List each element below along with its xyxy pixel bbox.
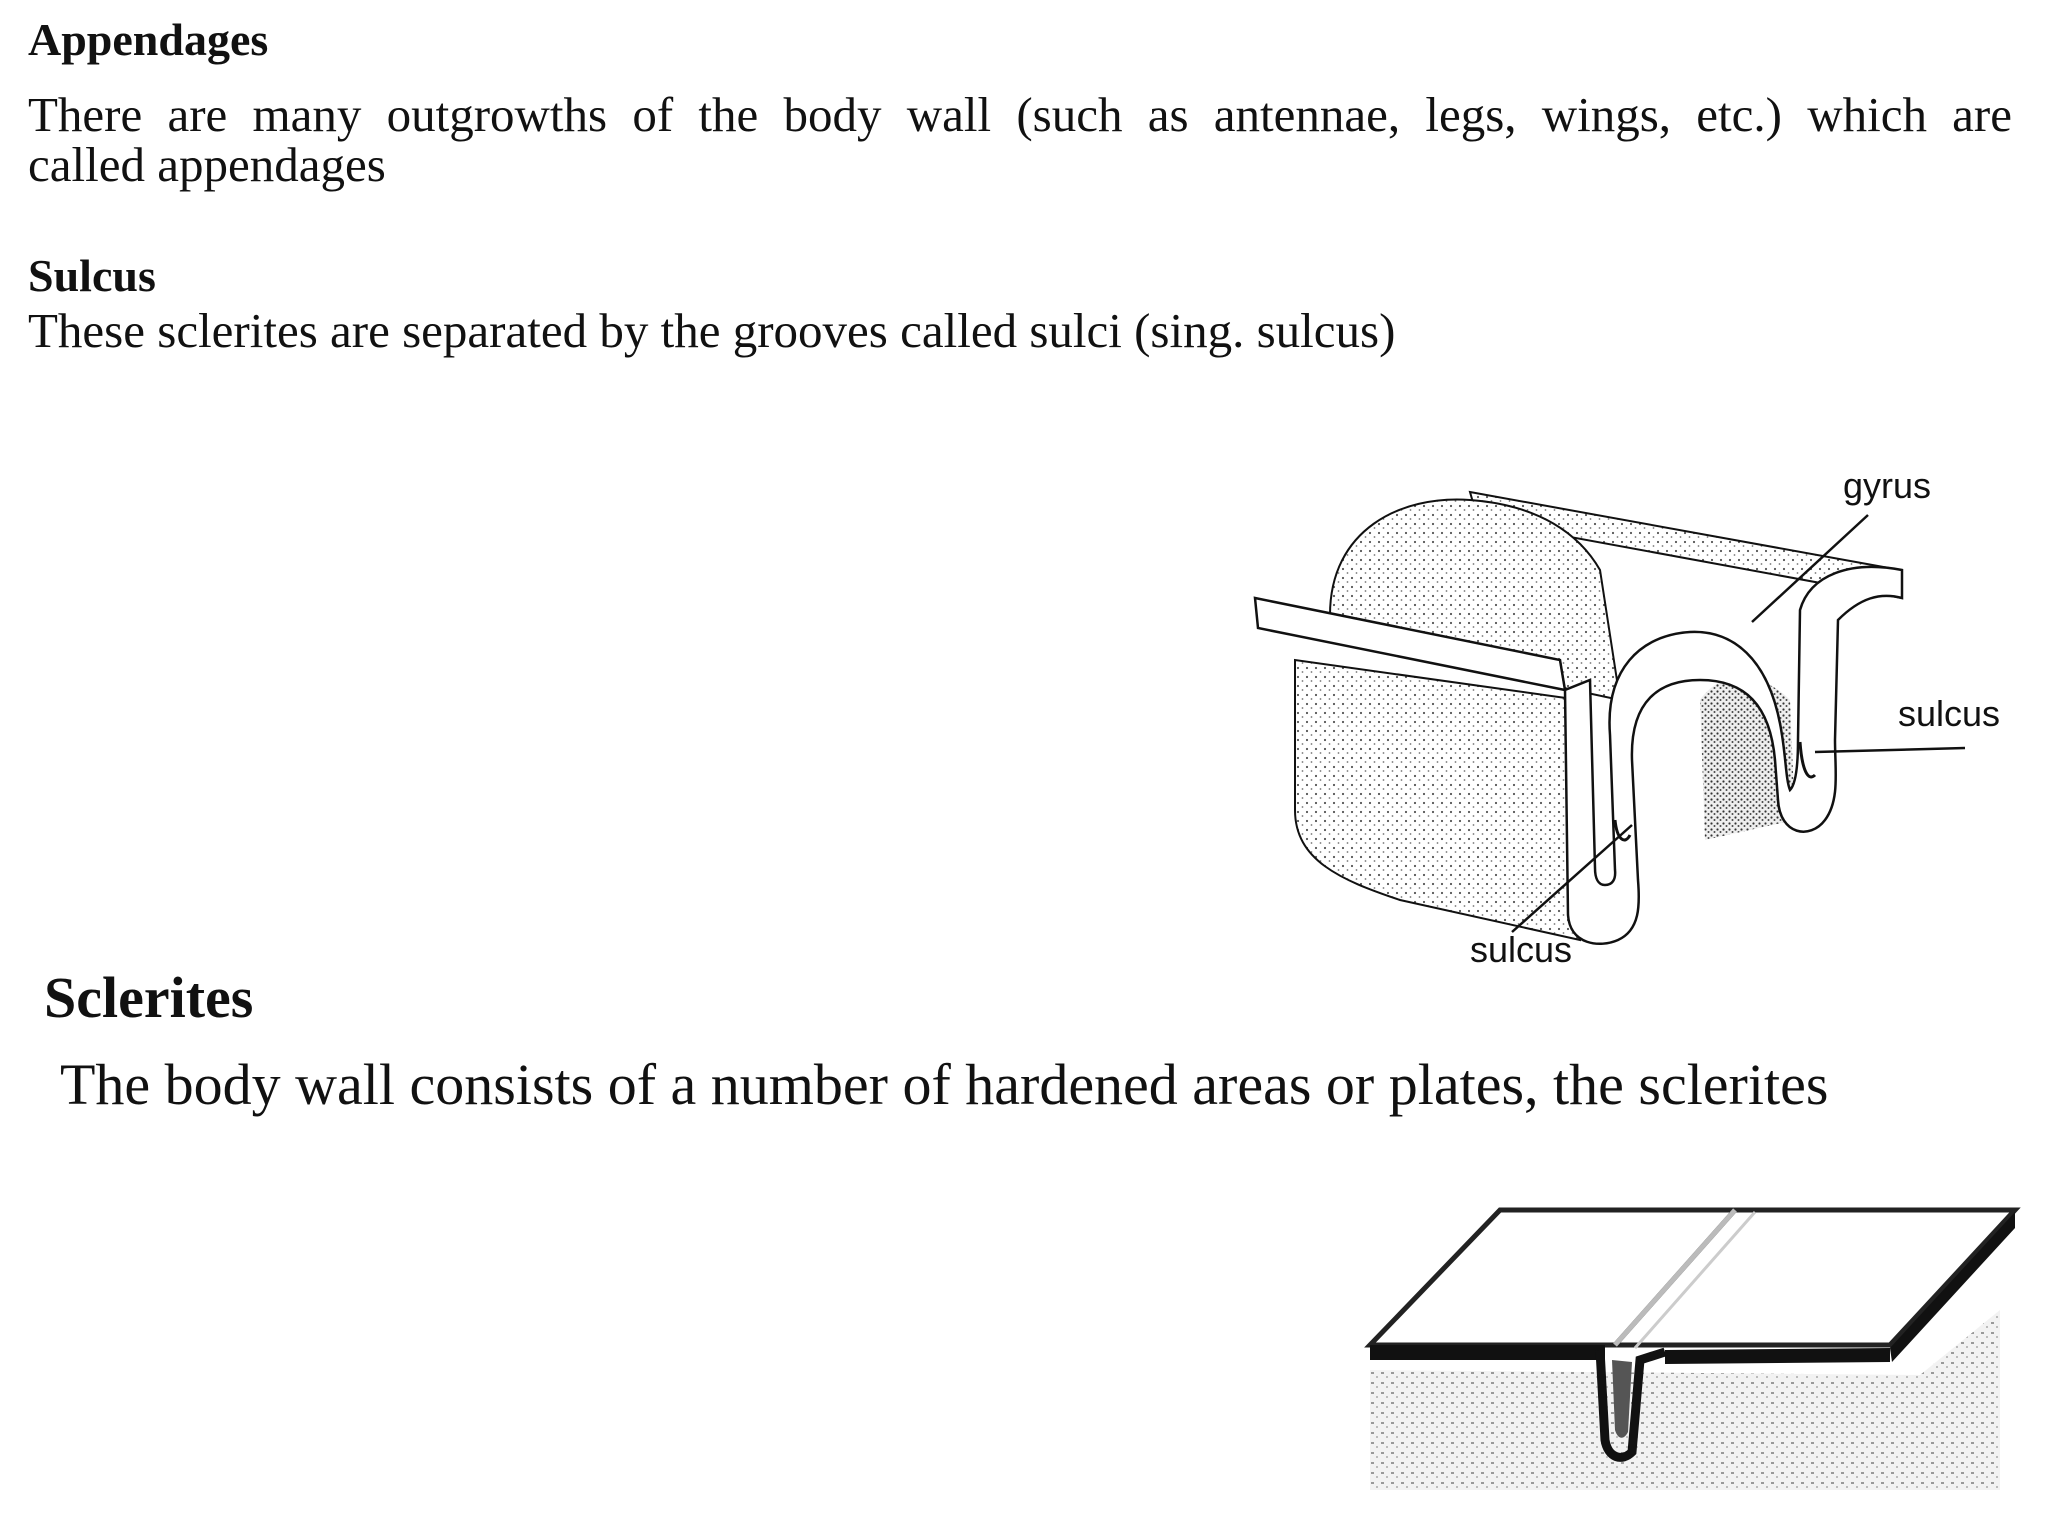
- appendages-text-line2: called appendages: [28, 137, 386, 192]
- sclerite-plates-diagram: [1360, 1190, 2020, 1505]
- gyrus-label: gyrus: [1843, 465, 1932, 506]
- sulcus-heading: Sulcus: [28, 250, 156, 301]
- sclerite-plates-illustration: [1360, 1190, 2020, 1505]
- fold-illustration: [1230, 400, 1930, 980]
- gyrus-sulcus-diagram: [1230, 400, 2001, 980]
- appendages-heading: Appendages: [28, 14, 269, 65]
- sclerites-text: The body wall consists of a number of hardened areas or plates, the sclerites: [60, 1052, 1829, 1117]
- sclerites-heading: Sclerites: [44, 965, 254, 1030]
- sulcus-text: These sclerites are separated by the grooves called sulci (sing. sulcus): [28, 303, 1396, 358]
- sulcus-label-right: sulcus: [1898, 693, 2001, 734]
- sulcus-label-bottom: sulcus: [1470, 929, 1573, 970]
- appendages-text-line1: There are many outgrowths of the body wall (such as antennae, legs, wings, etc.) which are: [28, 87, 2012, 142]
